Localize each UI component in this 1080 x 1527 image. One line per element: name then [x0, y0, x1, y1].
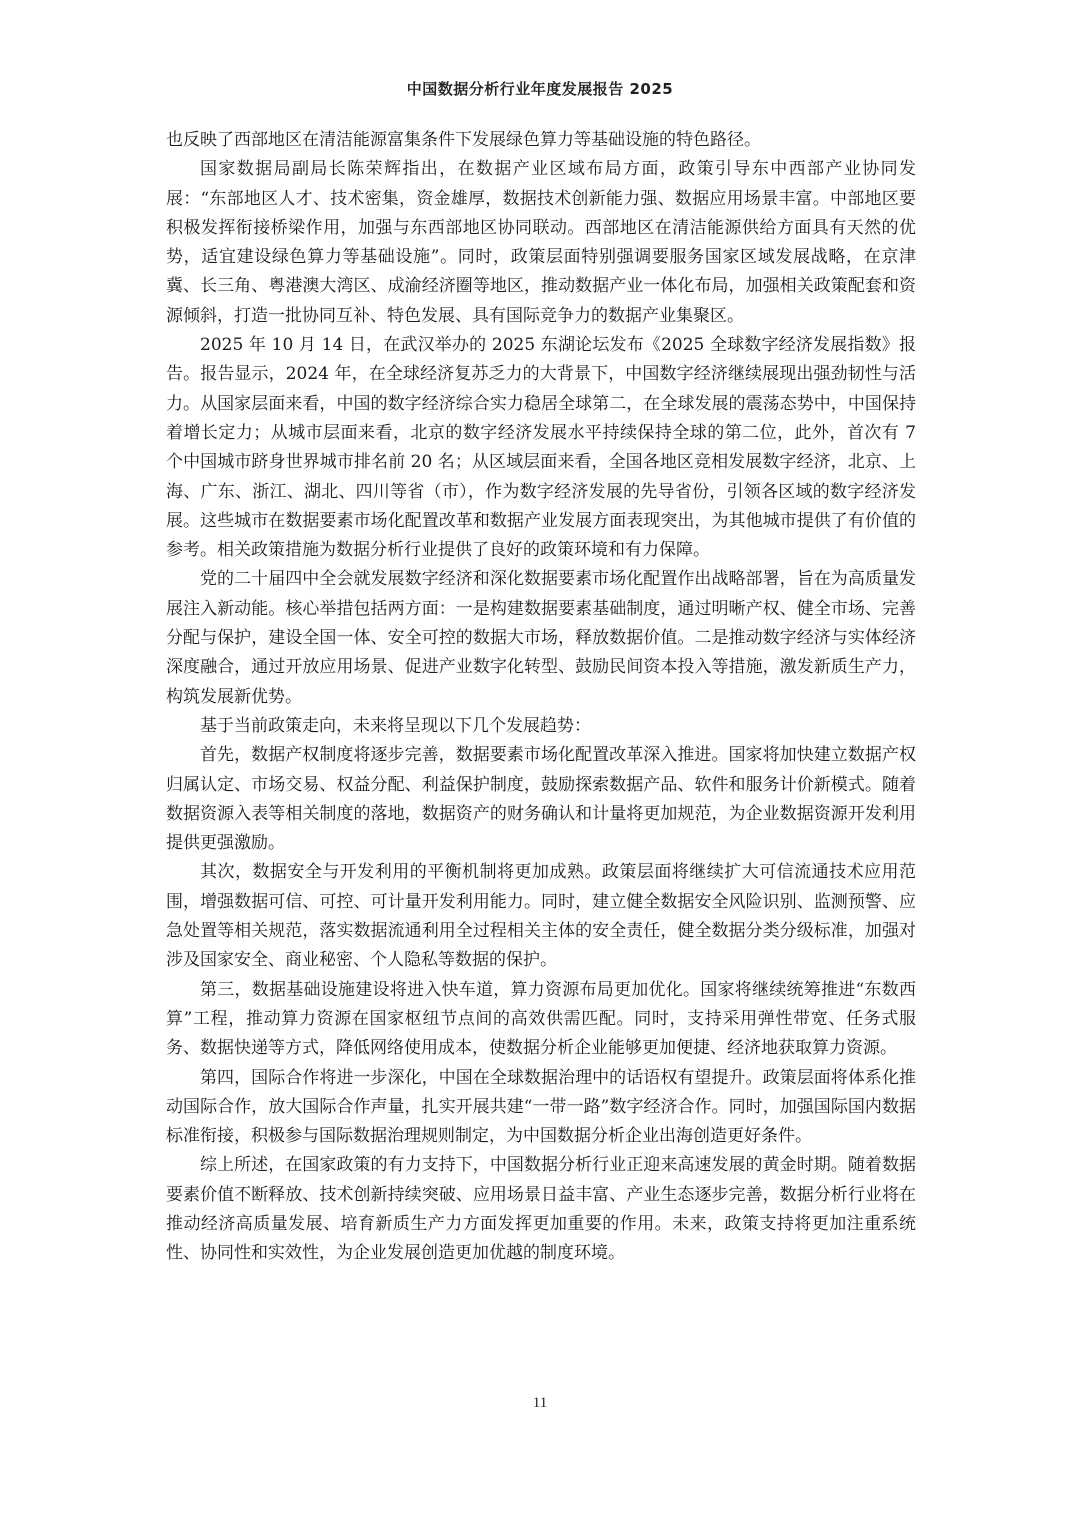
paragraph: 基于当前政策走向，未来将呈现以下几个发展趋势： [200, 715, 591, 736]
paragraph: 其次，数据安全与开发利用的平衡机制将更加成熟。政策层面将继续扩大可信流通技术应用范围，增强数据可信、可控、可计量开发利用能力。同时，建立健全数据安全风险识别、监测预警、应急处置等相关规范，落实数据流通利用全过程相关主体的安全责任，健全数据分类分级标准，加强对涉及国家安全、商业秘密、个人隐私等数据的保护。 [166, 862, 916, 971]
paragraph: 也反映了西部地区在清洁能源富集条件下发展绿色算力等基础设施的特色路径。 [166, 130, 761, 150]
paragraph: 党的二十届四中全会就发展数字经济和深化数据要素市场化配置作出战略部署，旨在为高质量发展注入新动能。核心举措包括两方面：一是构建数据要素基础制度，通过明晰产权、健全市场、完善分配与保护，建设全国一体、安全可控的数据大市场，释放数据价值。二是推动数字经济与实体经济深度融合，通过开放应用场景、促进产业数字化转型、鼓励民间资本投入等措施，激发新质生产力，构筑发展新优势。 [166, 569, 916, 707]
paragraph: 第四，国际合作将进一步深化，中国在全球数据治理中的话语权有望提升。政策层面将体系化推动国际合作，放大国际合作声量，扎实开展共建“一带一路”数字经济合作。同时，加强国际国内数据标准衔接，积极参与国际数据治理规则制定，为中国数据分析企业出海创造更好条件。 [166, 1067, 916, 1147]
paragraph: 2025 年 10 月 14 日，在武汉举办的 2025 东湖论坛发布《2025 全球数字经济发展指数》报告。报告显示，2024 年，在全球经济复苏乏力的大背景下，中国数字经济继续展现出强劲韧性与活力。从国家层面来看，中国的数字经济综合实力稳居全球第二，在全球发展的震荡态势中，中国保持着增长定力；从城市层面来看，北京的数字经济发展水平持续保持全球的第二位，此外，首次有 7 个中国城市跻身世界城市排名前 20 名；从区域层面来看，全国各地区竞相发展数字经济，北京、上海、广东、浙江、湖北、四川等省（市），作为数字经济发展的先导省份，引领各区域的数字经济发展。这些城市在数据要素市场化配置改革和数据产业发展方面表现突出，为其他城市提供了有价值的参考。相关政策措施为数据分析行业提供了良好的政策环境和有力保障。 [166, 335, 916, 561]
paragraph: 首先，数据产权制度将逐步完善，数据要素市场化配置改革深入推进。国家将加快建立数据产权归属认定、市场交易、权益分配、利益保护制度，鼓励探索数据产品、软件和服务计价新模式。随着数据资源入表等相关制度的落地，数据资产的财务确认和计量将更加规范，为企业数据资源开发利用提供更强激励。 [166, 745, 916, 854]
paragraph: 综上所述，在国家政策的有力支持下，中国数据分析行业正迎来高速发展的黄金时期。随着数据要素价值不断释放、技术创新持续突破、应用场景日益丰富、产业生态逐步完善，数据分析行业将在推动经济高质量发展、培育新质生产力方面发挥更加重要的作用。未来，政策支持将更加注重系统性、协同性和实效性，为企业发展创造更加优越的制度环境。 [166, 1155, 916, 1264]
running-header: 中国数据分析行业年度发展报告 2025 [406, 80, 674, 98]
body-text [166, 126, 916, 1269]
paragraph: 国家数据局副局长陈荣辉指出，在数据产业区域布局方面，政策引导东中西部产业协同发展：“东部地区人才、技术密集，资金雄厚，数据技术创新能力强、数据应用场景丰富。中部地区要积极发挥衔接桥梁作用，加强与东西部地区协同联动。西部地区在清洁能源供给方面具有天然的优势，适宜建设绿色算力等基础设施”。同时，政策层面特别强调要服务国家区域发展战略，在京津冀、长三角、粤港澳大湾区、成渝经济圈等地区，推动数据产业一体化布局，加强相关政策配套和资源倾斜，打造一批协同互补、特色发展、具有国际竞争力的数据产业集聚区。 [166, 159, 916, 326]
paragraph: 第三，数据基础设施建设将进入快车道，算力资源布局更加优化。国家将继续统筹推进“东数西算”工程，推动算力资源在国家枢纽节点间的高效供需匹配。同时，支持采用弹性带宽、任务式服务、数据快递等方式，降低网络使用成本，使数据分析企业能够更加便捷、经济地获取算力资源。 [166, 979, 916, 1059]
page-number: 11 [532, 1395, 548, 1411]
